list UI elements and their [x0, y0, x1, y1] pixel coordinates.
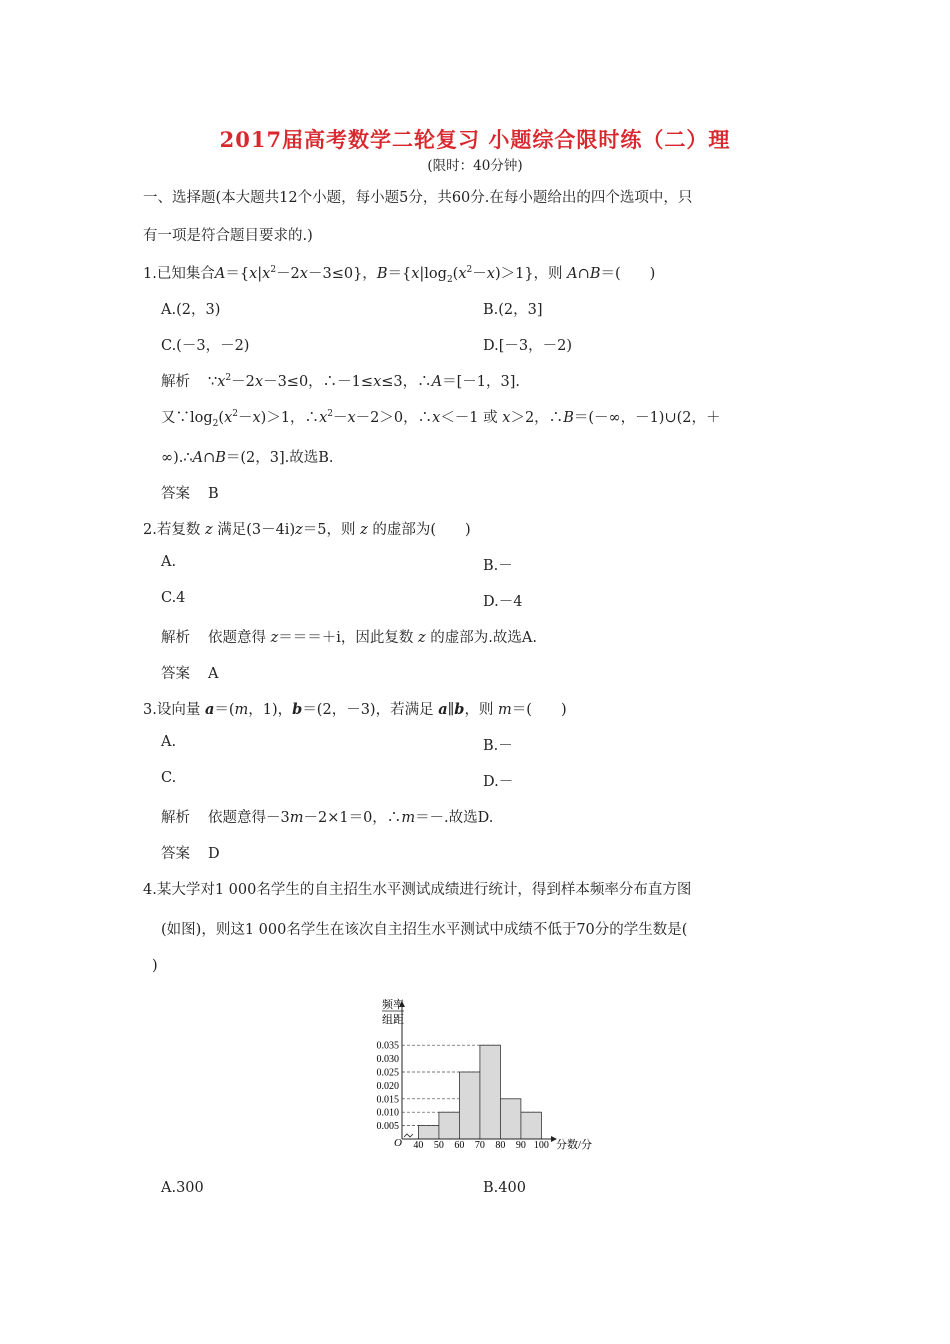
section-instruction-2: 有一项是符合题目要求的.) [143, 228, 313, 244]
q1-answer [161, 482, 219, 503]
question-1-label: 1.已知集合 [143, 266, 215, 282]
question-3: 3.设向量 a＝(m，1)，b＝(2，－3)，若满足 a∥b，则 m＝( ) [143, 701, 567, 718]
question-1: 1.已知集合$A=\{x|x^2-2x-3\le 0\}$，$B=\{x|\log_2(x^2-x)>1\}$，则 A∩B＝( ) [143, 265, 656, 285]
q1-analysis-2: 又$\because\log_2(x^2-x)>1$，$\therefore x^2-x-2>0$，∴x＜－1 或 x＞2，∴B＝(－∞，－1)∪(2，＋ [161, 409, 721, 429]
q2-option-a: A. [161, 554, 177, 570]
x-tick-label-4: 80 [495, 1140, 506, 1151]
x-tick-label-5: 90 [515, 1140, 526, 1151]
x-tick-label-6: 100 [533, 1140, 549, 1151]
q3-option-c: C. [161, 770, 177, 786]
y-tick-label-1: 0.010 [376, 1107, 399, 1119]
y-tick-label-3: 0.020 [376, 1080, 399, 1092]
q1-analysis-label: 解析 [161, 374, 190, 390]
q3-answer-label: 答案 [161, 846, 190, 862]
q3-analysis-label: 解析 [161, 810, 190, 826]
x-tick-label-3: 70 [474, 1140, 485, 1151]
q3-answer [161, 842, 220, 863]
q1-option-a: A.(2，3) [161, 302, 221, 318]
x-axis-label: 分数/分 [556, 1139, 593, 1151]
q2-option-b: B.－ [483, 558, 513, 574]
q3-option-b: B.－ [483, 738, 513, 754]
q1-option-c: C.(－3，－2) [161, 338, 250, 354]
histogram-bar-2 [459, 1072, 480, 1139]
q1-analysis: 解析 $\because x^2-2x-3\le 0$，∴－1≤x≤3，∴A＝[－1，3]. [161, 373, 520, 390]
y-tick-label-2: 0.015 [376, 1094, 399, 1106]
frequency-histogram [360, 996, 610, 1156]
q3-option-d: D.－ [483, 774, 514, 790]
histogram-bar-5 [521, 1112, 542, 1139]
question-4-line-1: 4.某大学对1 000名学生的自主招生水平测试成绩进行统计，得到样本频率分布直方图 [143, 882, 692, 898]
q1-answer-label: 答案 [161, 486, 190, 502]
y-tick-label-6: 0.035 [376, 1040, 399, 1052]
q4-option-b: B.400 [483, 1180, 526, 1196]
section-instruction-1: 一、选择题(本大题共12个小题，每小题5分，共60分.在每小题给出的四个选项中，只 [143, 190, 693, 206]
page-title: 2017届高考数学二轮复习 小题综合限时练（二）理 [219, 127, 731, 152]
y-axis-label-bottom: 组距 [382, 1014, 404, 1026]
q2-answer-value: A [208, 666, 219, 682]
histogram-bar-4 [500, 1099, 521, 1139]
y-axis-label-top: 频率 [382, 999, 404, 1011]
y-tick-label-4: 0.025 [376, 1067, 399, 1079]
histogram-bar-0 [418, 1126, 439, 1139]
q1-option-b: B.(2，3] [483, 302, 543, 318]
x-tick-label-2: 60 [454, 1140, 465, 1151]
x-tick-label-1: 50 [433, 1140, 444, 1151]
histogram-bar-3 [480, 1045, 501, 1139]
question-4-line-3: ) [152, 958, 158, 974]
q2-analysis: 解析 依题意得 z＝＝＝＋i，因此复数 z 的虚部为.故选A. [161, 630, 537, 646]
histogram-bar-1 [439, 1112, 460, 1139]
q1-answer-value: B [208, 486, 219, 502]
axis-break-mark [404, 1134, 413, 1137]
q1-option-d: D.[－3，－2) [483, 338, 572, 354]
question-2: 2.若复数 z 满足(3－4i)z＝5，则 z 的虚部为( ) [143, 522, 471, 538]
q2-answer-label: 答案 [161, 666, 190, 682]
x-tick-label-0: 40 [413, 1140, 424, 1151]
origin-label: O [394, 1137, 402, 1149]
q3-analysis: 解析 依题意得－3m－2×1＝0，∴m＝－.故选D. [161, 810, 494, 826]
q4-option-a: A.300 [161, 1180, 204, 1196]
q2-option-d: D.－4 [483, 594, 523, 610]
q1-analysis-3: ∞).∴A∩B＝(2，3].故选B. [161, 450, 334, 466]
q2-option-c: C.4 [161, 590, 186, 606]
question-4-line-2: (如图)，则这1 000名学生在该次自主招生水平测试中成绩不低于70分的学生数是( [161, 922, 688, 938]
q2-answer [161, 662, 218, 683]
q3-option-a: A. [161, 734, 177, 750]
time-limit: (限时：40分钟) [427, 158, 523, 174]
q2-analysis-label: 解析 [161, 630, 190, 646]
y-tick-label-0: 0.005 [376, 1121, 399, 1133]
q3-answer-value: D [208, 846, 220, 862]
y-tick-label-5: 0.030 [376, 1054, 399, 1066]
